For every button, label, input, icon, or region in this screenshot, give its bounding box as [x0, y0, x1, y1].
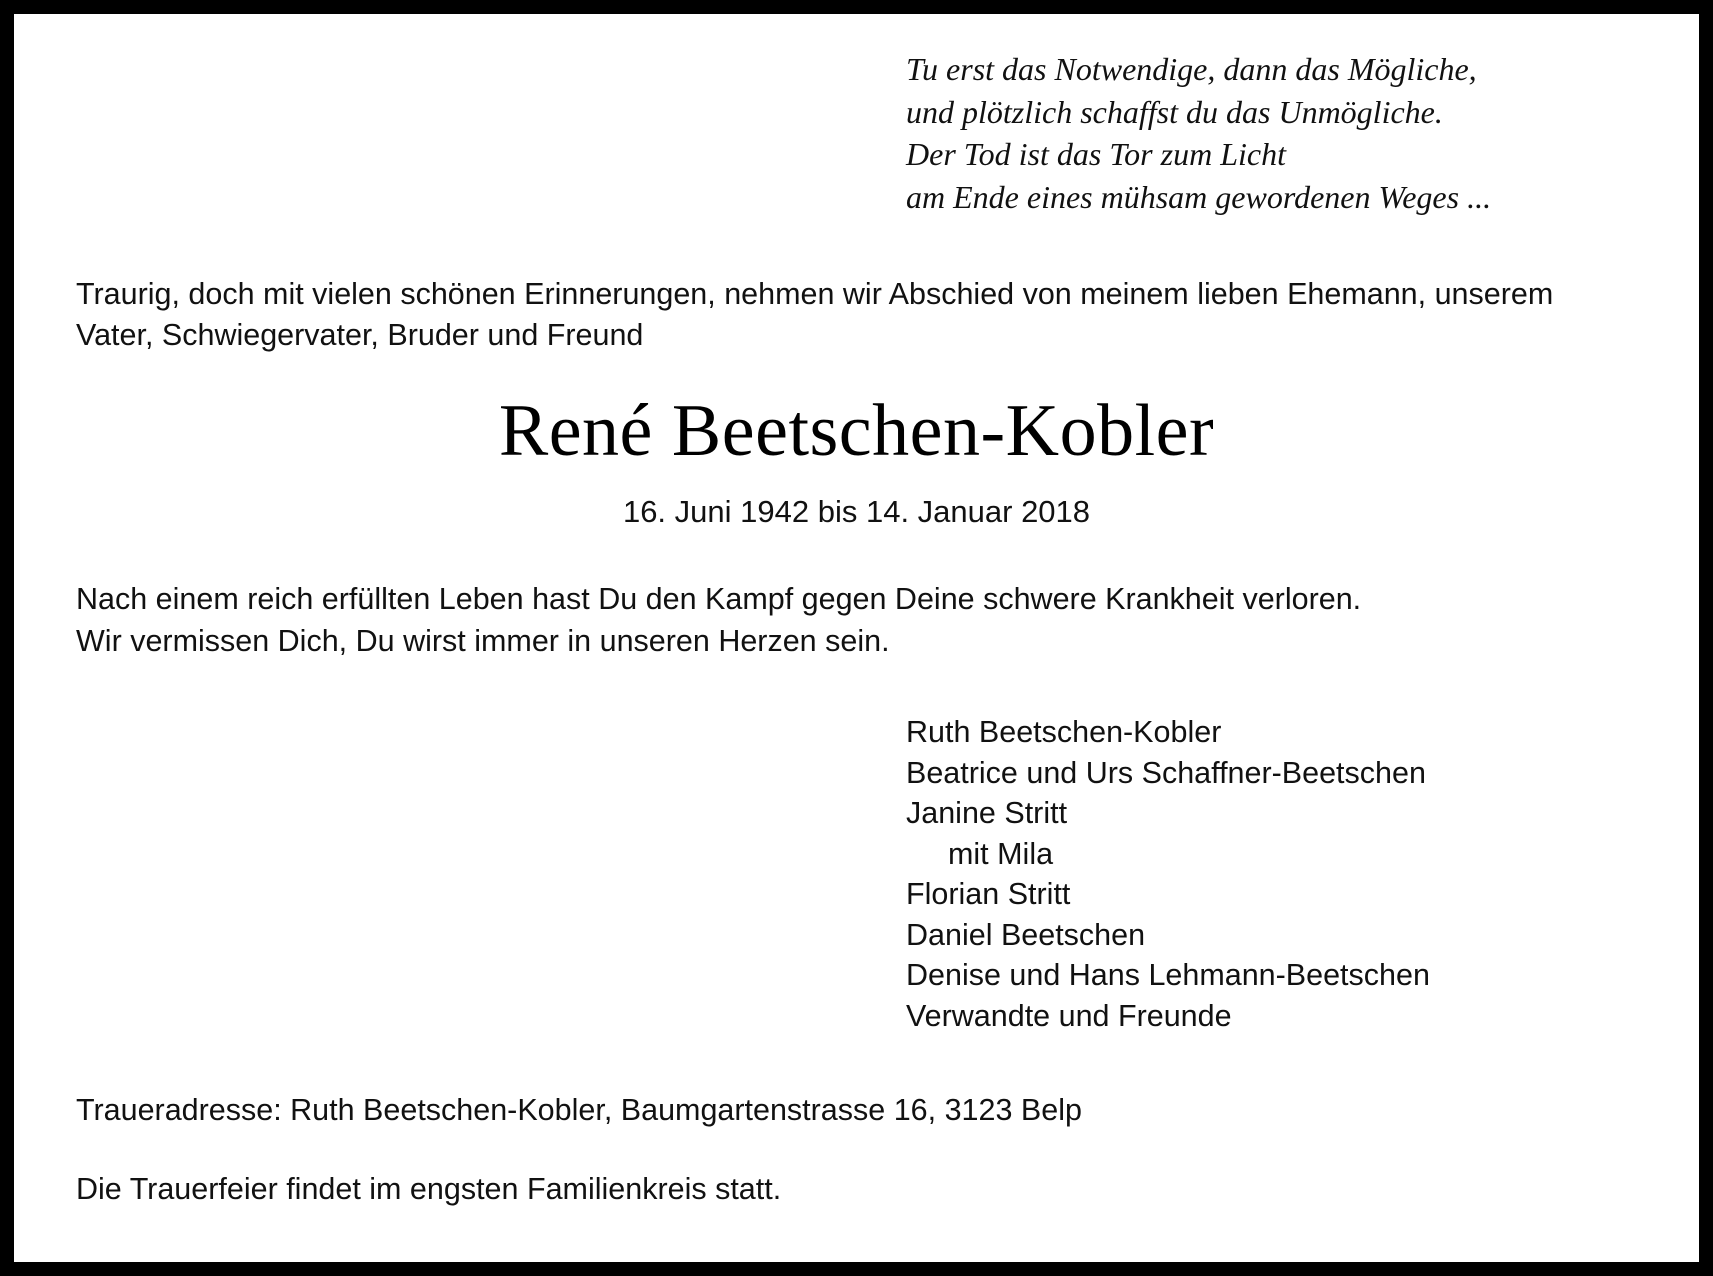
- mourning-address: Traueradresse: Ruth Beetschen-Kobler, Baumgartenstrasse 16, 3123 Belp: [76, 1092, 1082, 1127]
- deceased-name: René Beetschen-Kobler: [498, 389, 1215, 472]
- poem-block: [906, 48, 1637, 218]
- survivors-list: [906, 712, 1637, 1037]
- ceremony-note: Die Trauerfeier findet im engsten Familienkreis statt.: [76, 1171, 782, 1206]
- list-item: Janine Stritt: [906, 796, 1068, 831]
- intro-line-1: Traurig, doch mit vielen schönen Erinnerungen, nehmen wir Abschied von meinem lieben Ehemann, unserem: [76, 277, 1554, 312]
- list-item: Verwandte und Freunde: [906, 999, 1232, 1034]
- intro-text: [76, 274, 1637, 356]
- list-item: mit Mila: [948, 836, 1054, 871]
- poem-line-1: Tu erst das Notwendige, dann das Mögliche,: [906, 51, 1477, 87]
- message-line-1: Nach einem reich erfüllten Leben hast Du den Kampf gegen Deine schwere Krankheit verloren.: [76, 581, 1362, 616]
- list-item: Denise und Hans Lehmann-Beetschen: [906, 958, 1430, 993]
- poem-line-3: Der Tod ist das Tor zum Licht: [906, 136, 1286, 173]
- message-line-2: Wir vermissen Dich, Du wirst immer in unseren Herzen sein.: [76, 624, 890, 658]
- list-item: Beatrice und Urs Schaffner-Beetschen: [906, 755, 1426, 790]
- poem-line-2: und plötzlich schaffst du das Unmögliche.: [906, 93, 1443, 130]
- list-item: Ruth Beetschen-Kobler: [906, 715, 1222, 750]
- list-item: Daniel Beetschen: [906, 917, 1146, 952]
- intro-line-2: Vater, Schwiegervater, Bruder und Freund: [76, 318, 644, 353]
- poem-line-4: am Ende eines mühsam gewordenen Weges ...: [906, 178, 1492, 215]
- life-dates: 16. Juni 1942 bis 14. Januar 2018: [622, 493, 1091, 529]
- memorial-message: [76, 578, 1637, 662]
- list-item: Florian Stritt: [906, 877, 1071, 912]
